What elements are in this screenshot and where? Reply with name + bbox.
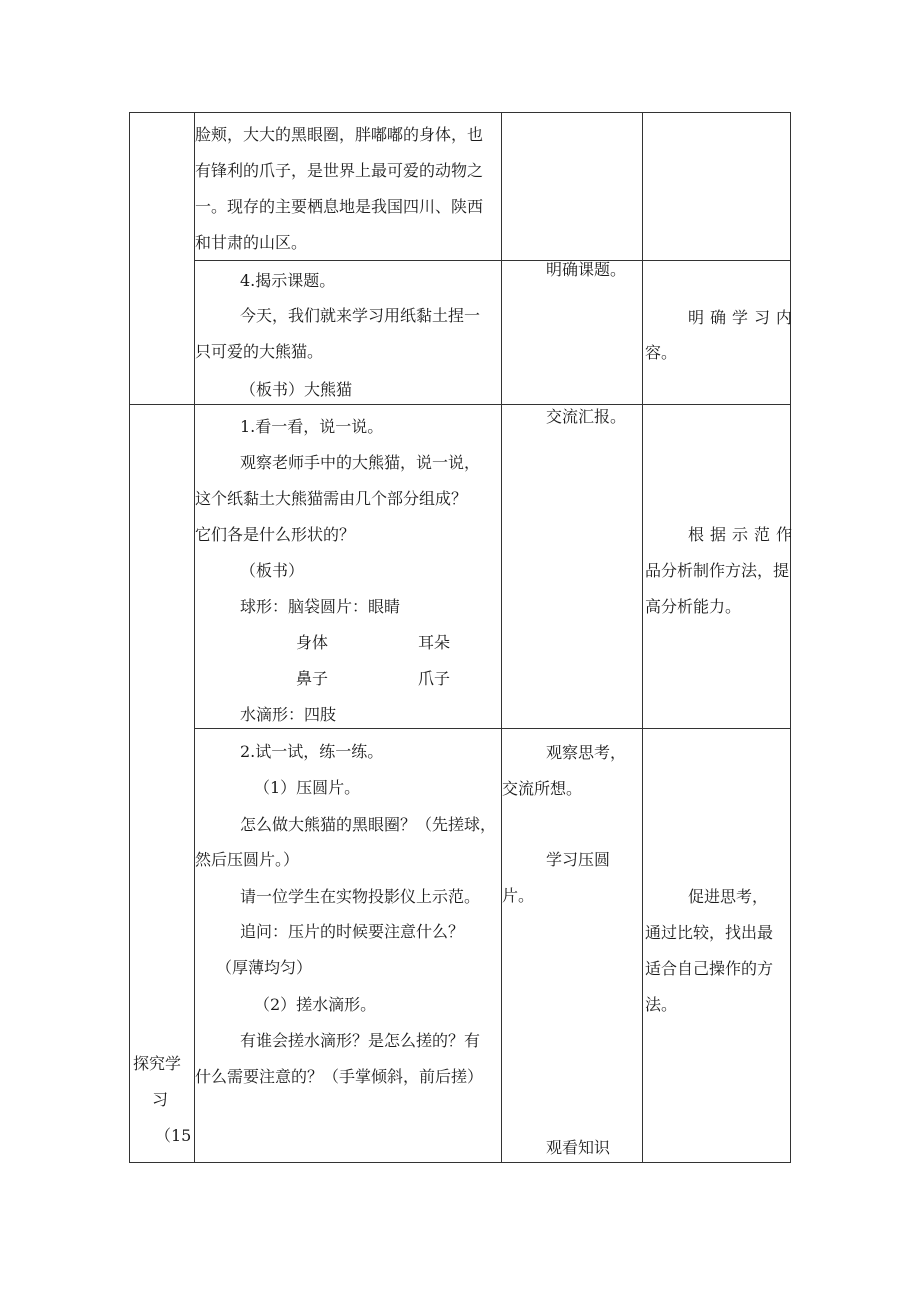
content-line: 一。现存的主要栖息地是我国四川、陕西 — [195, 197, 484, 216]
table-border — [129, 1162, 791, 1163]
content-line: 它们各是什么形状的？ — [195, 525, 356, 544]
design-purpose: 适合自己操作的方 — [645, 959, 774, 978]
content-line: 爪子 — [418, 669, 451, 688]
content-line: 鼻子 — [296, 669, 329, 688]
stage-label: 探究学 — [133, 1054, 182, 1073]
content-line: 身体 — [296, 633, 329, 652]
content-line: 4.揭示课题。 — [240, 271, 336, 290]
content-line: （2）搓水滴形。 — [254, 995, 377, 1014]
content-line: 只可爱的大熊猫。 — [195, 342, 324, 361]
table-border — [194, 728, 791, 729]
content-line: （1）压圆片。 — [254, 778, 361, 797]
content-line: 怎么做大熊猫的黑眼圈？（先搓球， — [240, 815, 497, 834]
design-purpose: 明确学习内 — [688, 308, 799, 327]
design-purpose: 促进思考， — [688, 887, 769, 906]
content-line: 然后压圆片。） — [195, 850, 300, 869]
table-border — [194, 112, 195, 1163]
content-line: 和甘肃的山区。 — [195, 233, 308, 252]
content-line: 耳朵 — [418, 633, 451, 652]
design-purpose: 高分析能力。 — [645, 597, 742, 616]
content-line: 追问：压片的时候要注意什么？ — [240, 922, 465, 941]
content-line: （板书）大熊猫 — [240, 380, 353, 399]
content-line: 请一位学生在实物投影仪上示范。 — [240, 887, 481, 906]
design-purpose: 通过比较，找出最 — [645, 923, 774, 942]
student-activity: 交流汇报。 — [546, 407, 627, 426]
content-line: 观察老师手中的大熊猫，说一说， — [240, 453, 481, 472]
stage-label: 习 — [152, 1090, 169, 1109]
content-line: 2.试一试，练一练。 — [240, 742, 384, 761]
table-border — [642, 112, 643, 1163]
table-border — [194, 260, 791, 261]
student-activity: 学习压圆 — [546, 850, 611, 869]
content-line: 水滴形：四肢 — [240, 705, 337, 724]
stage-label: （15 — [155, 1126, 192, 1145]
design-purpose: 容。 — [645, 343, 678, 362]
student-activity: 交流所想。 — [502, 779, 583, 798]
design-purpose: 法。 — [645, 995, 678, 1014]
student-activity: 片。 — [502, 886, 535, 905]
content-line: 球形：脑袋圆片：眼睛 — [240, 597, 401, 616]
student-activity: 明确课题。 — [546, 260, 627, 279]
content-line: 脸颊，大大的黑眼圈，胖嘟嘟的身体，也 — [195, 125, 484, 144]
student-activity: 观看知识 — [546, 1138, 611, 1157]
content-line: （厚薄均匀） — [216, 958, 313, 977]
table-border — [129, 112, 791, 113]
student-activity: 观察思考， — [546, 743, 627, 762]
table-border — [501, 112, 502, 1163]
content-line: 什么需要注意的？（手掌倾斜，前后搓） — [195, 1067, 484, 1086]
content-line: 有谁会搓水滴形？是怎么搓的？有 — [240, 1031, 481, 1050]
design-purpose: 根据示范作 — [688, 525, 799, 544]
lesson-plan-table — [129, 112, 791, 1163]
content-line: 这个纸黏土大熊猫需由几个部分组成？ — [195, 489, 468, 508]
content-line: 今天，我们就来学习用纸黏土捏一 — [240, 306, 481, 325]
table-border — [129, 404, 791, 405]
table-border — [790, 112, 791, 1163]
table-border — [129, 112, 130, 1163]
content-line: （板书） — [240, 561, 305, 580]
content-line: 有锋利的爪子，是世界上最可爱的动物之 — [195, 161, 484, 180]
design-purpose: 品分析制作方法，提 — [645, 561, 790, 580]
content-line: 1.看一看，说一说。 — [240, 417, 384, 436]
